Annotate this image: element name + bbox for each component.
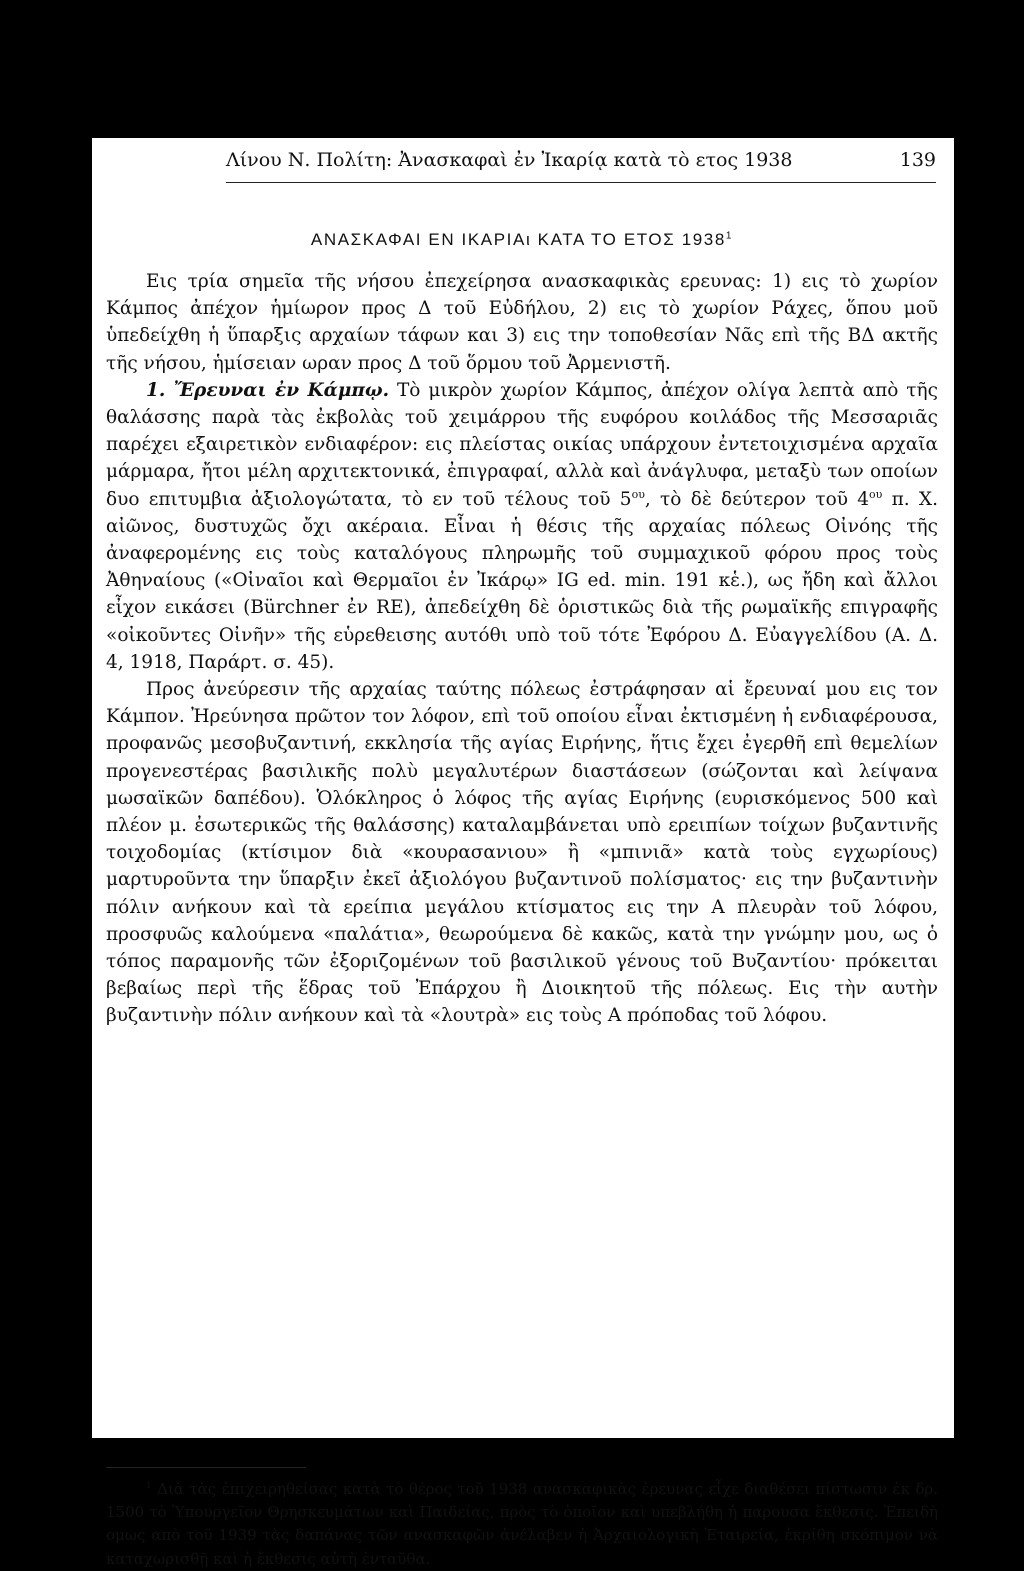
- running-head-title: Ἀνασκαφαὶ ἐν Ἰκαρίᾳ κατὰ τὸ ετος 1938: [398, 149, 793, 171]
- running-head-text: [226, 148, 792, 172]
- paragraph-kampos-text-a: Τὸ μικρὸν χωρίον Κάμπος, ἀπέχον ολίγα λεπτὰ απὸ τῆς θαλάσσης παρὰ τὰς ἐκβολὰς τοῦ χειμάρρου τῆς ευφόρου κοιλάδος τῆς Μεσσαριᾶς παρέχει εξαιρετικὸν ενδιαφέρον: εις πλείστας οικίας υπάρχουν ἐντετοιχισμένα αρχαῖα μάρμαρα, ἤτοι μέλη αρχιτεκτονικά, ἐπιγραφαί, αλλὰ καὶ ἀνάγλυφα, μεταξὺ των οποίων δυο επιτυμβια ἀξιολογώτατα, τὸ εν τοῦ τέλους τοῦ 5: [106, 379, 938, 510]
- article-body: [106, 268, 938, 1030]
- article-title: [106, 230, 938, 250]
- article-title-text: ΑΝΑΣΚΑΦΑΙ ΕΝ ΙΚΑΡΙΑι ΚΑΤΑ ΤΟ ΕΤΟΣ 1938: [310, 230, 726, 249]
- paragraph-search: Προς ἀνεύρεσιν τῆς αρχαίας ταύτης πόλεως ἐστράφησαν αἱ ἔρευναί μου εις τον Κάμπον. Ἠρεύνησα πρῶτον τον λόφον, επὶ τοῦ οποίου εἶναι ἐκτισμένη ἡ ενδιαφέρουσα, προφανῶς μεσοβυζαντινή, εκκλησία τῆς αγίας Ειρήνης, ἥτις ἔχει ἐγερθῆ επὶ θεμελίων προγενεστέρας βασιλικῆς πολὺ μεγαλυτέρων διαστάσεων (σώζονται καὶ λείψανα μωσαϊκῶν δαπέδου). Ὁλόκληρος ὁ λόφος τῆς αγίας Ειρήνης (ευρισκόμενος 500 καὶ πλέον μ. ἐσωτερικῶς τῆς θαλάσσης) καταλαμβάνεται υπὸ ερειπίων τοίχων βυζαντινῆς τοιχοδομίας (κτίσιμον διὰ «κουρασανιου» ἢ «μπινιᾶ» κατὰ τοὺς εγχωρίους) μαρτυροῦντα την ὕπαρξιν ἐκεῖ ἀξιολόγου βυζαντινοῦ πολίσματος· εις την βυζαντινὴν πόλιν ανήκουν καὶ τὰ ερείπια μεγάλου κτίσματος εις την Α πλευρὰν τοῦ λόφου, προσφυῶς καλούμενα «παλάτια», θεωρούμενα δὲ κακῶς, κατὰ την γνώμην μου, ως ὁ τόπος παραμονῆς τῶν ἐξοριζομένων τοῦ βασιλικοῦ γένους τοῦ Βυζαντίου· πρόκειται βεβαίως περὶ τῆς ἕδρας τοῦ Ἐπάρχου ἢ Διοικητοῦ τῆς πόλεως. Εις τὴν αυτὴν βυζαντινὴν πόλιν ανήκουν καὶ τὰ «λουτρὰ» εις τοὺς Α πρόποδας τοῦ λόφου.: [106, 679, 938, 1027]
- footnote-marker: 1: [146, 1481, 152, 1491]
- document-page: [92, 138, 954, 1568]
- header-rule: [226, 182, 936, 183]
- paragraph-kampos: [106, 377, 938, 676]
- running-head-author: Λίνου Ν. Πολίτη:: [226, 149, 393, 171]
- paragraph-kampos-text-b: , τὸ δὲ δεύτερον τοῦ 4: [644, 488, 870, 510]
- footnote-rule: [106, 1467, 306, 1468]
- paragraph-intro: Εις τρία σημεῖα τῆς νήσου ἐπεχείρησα ανασκαφικὰς ερευνας: 1) εις τὸ χωρίον Κάμπος ἀπέχον ἡμίωρον προς Δ τοῦ Εὐδήλου, 2) εις τὸ χωρίον Ράχες, ὅπου μοῦ ὑπεδείχθη ἡ ὕπαρξις αρχαίων τάφων και 3) εις την τοποθεσίαν Νᾶς επὶ τῆς ΒΔ ακτῆς τῆς νήσου, ἡμίσειαν ωραν προς Δ τοῦ ὅρμου τοῦ Ἀρμενιστῆ.: [106, 271, 938, 374]
- paragraph-kampos-text-c: π. Χ. αἰῶνος, δυστυχῶς ὄχι ακέραια. Εἶναι ἡ θέσις τῆς αρχαίας πόλεως Οἰνόης τῆς ἀναφερομένης εις τοὺς καταλόγους πληρωμῆς τοῦ συμμαχικοῦ φόρου προς τοὺς Ἀθηναίους («Οἰναῖοι καὶ Θερμαῖοι ἐν Ἰκάρῳ» IG ed. min. 191 κἑ.), ως ἤδη καὶ ἄλλοι εἶχον εικάσει (Bürchner ἐν RE), ἀπεδείχθη δὲ ὁριστικῶς διὰ τῆς ρωμαϊκῆς επιγραφῆς «οἰκοῦντες Οἰνῆν» τῆς εὑρεθεισης αυτόθι υπὸ τοῦ τότε Ἐφόρου Δ. Εὐαγγελίδου (Α. Δ. 4, 1918, Παράρτ. σ. 45).: [106, 488, 938, 673]
- section-heading: 1. Ἔρευναι ἐν Κάμπῳ.: [146, 379, 390, 401]
- title-footnote-marker: 1: [725, 230, 734, 242]
- footnote-text: Διὰ τὰς ἐπιχειρηθείσας κατὰ τὸ θέρος τοῦ 1938 ανασκαφικὰς ἐρευνας εἶχε διαθέσει πίστωσιν ἐκ δρ. 1500 τὸ Ὑπουργεῖον Θρησκευμάτων καὶ Παιδείας, πρὸς τὸ ὁποῖον καὶ υπεβλήθη ἡ παρουσα ἔκθεσις. Ἐπειδὴ ομως απὸ τοῦ 1939 τὰς δαπάνας τῶν ανασκαφῶν ἀνέλαβεν ἡ Ἀρχαιολογικὴ Ἑταιρεία, ἐκρίθη σκόπιμον νὰ καταχωρισθῇ καὶ ἡ ἔκθεσις αὐτὴ ἐνταῦθα.: [106, 1480, 938, 1568]
- page-number: 139: [899, 149, 936, 171]
- footnote-paragraph: [106, 1478, 938, 1571]
- ordinal-suffix-2: ου: [869, 487, 883, 501]
- ordinal-suffix-1: ου: [631, 487, 645, 501]
- footnote: [106, 1478, 938, 1571]
